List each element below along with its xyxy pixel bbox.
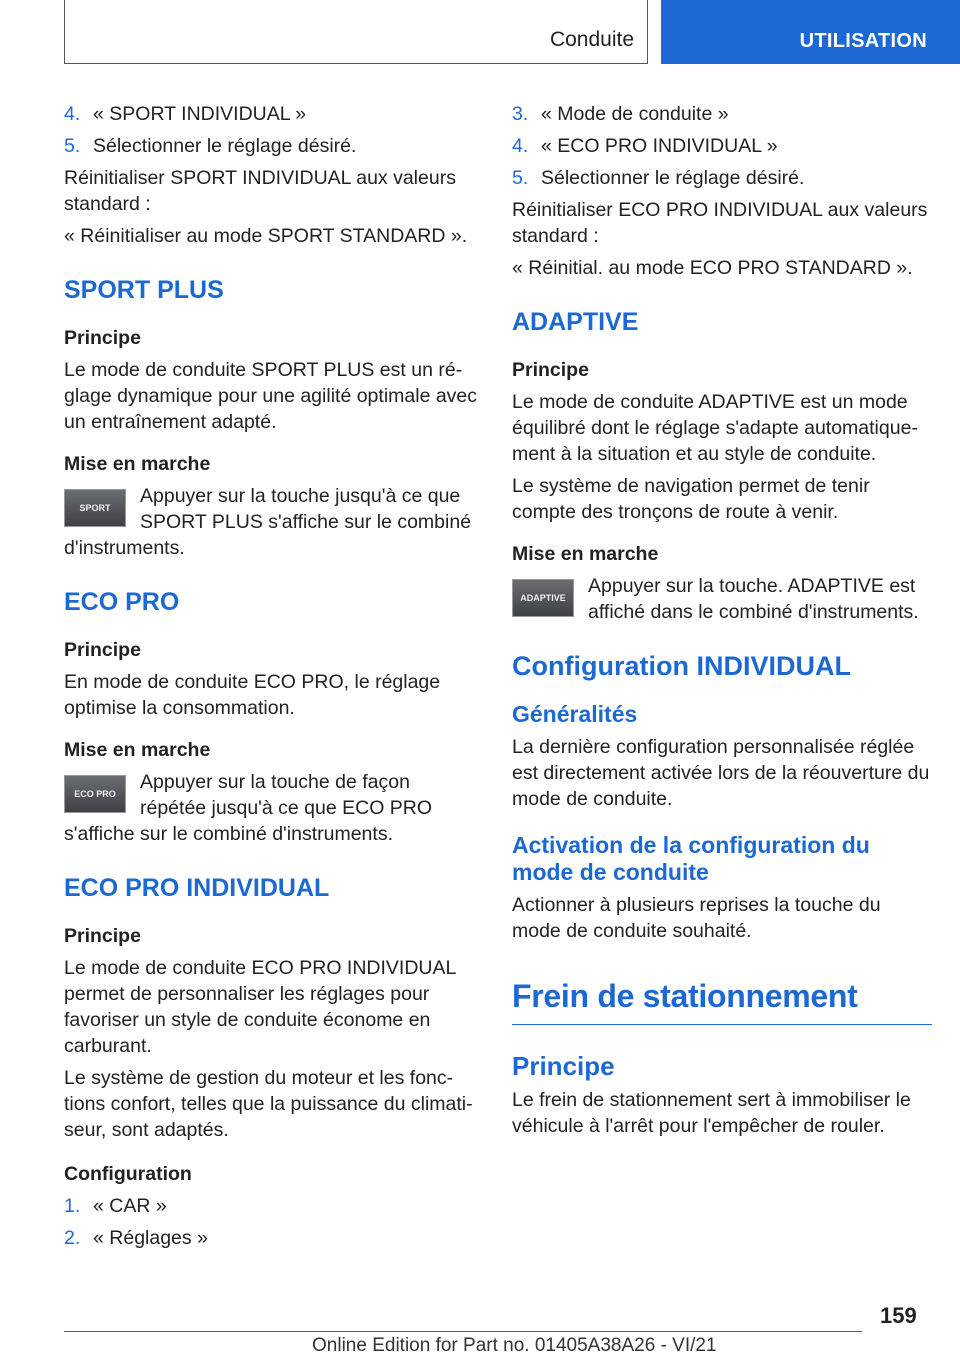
- footer-edition: Online Edition for Part no. 01405A38A26 - VI/21: [312, 1335, 717, 1356]
- step-text: « SPORT INDIVIDUAL »: [93, 103, 307, 125]
- principle-text-2: Le système de navigation permet de tenir compte des tronçons de route à venir.: [512, 475, 870, 523]
- section-title-eco-pro: ECO PRO: [64, 588, 180, 616]
- reset-value: « Réinitialiser au mode SPORT STANDARD ».: [64, 225, 468, 247]
- sport-button-icon: SPORT: [64, 489, 126, 527]
- right-column: [512, 101, 932, 1145]
- list-item: [64, 1193, 478, 1219]
- principle-text-2: Le système de gestion du moteur et les fonctions confort, telles que la puissance du climatiseur, sont adaptés.: [64, 1067, 473, 1141]
- reset-text: Réinitialiser SPORT INDIVIDUAL aux valeurs standard :: [64, 167, 456, 215]
- step-text: Sélectionner le réglage désiré.: [93, 135, 357, 157]
- list-item: [512, 133, 932, 159]
- principle-text: Le mode de conduite SPORT PLUS est un réglage dynamique pour une agilité optimale avec un entraînement adapté.: [64, 359, 478, 433]
- principle-label: Principe: [512, 359, 589, 381]
- principle-label: Principe: [64, 925, 141, 947]
- start-text: Appuyer sur la touche jusqu'à ce que SPORT PLUS s'affiche sur le combiné d'instruments.: [64, 485, 472, 559]
- list-item: [512, 165, 932, 191]
- step-number: 1.: [64, 1195, 81, 1217]
- adaptive-button-icon: ADAPTIVE: [512, 579, 574, 617]
- eco-pro-button-icon: ECO PRO: [64, 775, 126, 813]
- step-number: 2.: [64, 1227, 81, 1249]
- reset-value: « Réinitial. au mode ECO PRO STANDARD ».: [512, 257, 913, 279]
- config-label: Configuration: [64, 1163, 192, 1185]
- section-title-adaptive: ADAPTIVE: [512, 308, 639, 336]
- button-instruction: [64, 769, 478, 847]
- section-title-eco-pro-individual: ECO PRO INDIVIDUAL: [64, 874, 330, 902]
- step-text: « ECO PRO INDIVIDUAL »: [541, 135, 778, 157]
- left-column: [64, 101, 478, 1257]
- general-text: La dernière configuration personnalisée réglée est directement activée lors de la réouverture du mode de conduite.: [512, 736, 930, 810]
- chapter-title-parking-brake: Frein de stationnement: [512, 974, 932, 1025]
- list-item: [512, 101, 932, 127]
- step-number: 5.: [512, 167, 529, 189]
- step-number: 5.: [64, 135, 81, 157]
- principle-label: Principe: [64, 639, 141, 661]
- start-label: Mise en marche: [64, 453, 211, 475]
- start-label: Mise en marche: [512, 543, 659, 565]
- list-item: [64, 101, 478, 127]
- subsection-title-principle: Principe: [512, 1051, 615, 1081]
- header-chapter-title: UTILISATION: [799, 30, 927, 52]
- principle-label: Principe: [64, 327, 141, 349]
- parking-brake-text: Le frein de stationnement sert à immobiliser le véhicule à l'arrêt pour l'empêcher de rouler.: [512, 1089, 911, 1137]
- step-text: « CAR »: [93, 1195, 167, 1217]
- section-title-config-individual: Configuration INDIVIDUAL: [512, 651, 851, 681]
- page-number: 159: [880, 1303, 917, 1328]
- start-label: Mise en marche: [64, 739, 211, 761]
- principle-text: Le mode de conduite ECO PRO INDIVIDUAL permet de personnaliser les réglages pour favoriser un style de conduite économe en carburant.: [64, 957, 456, 1057]
- header-section-title: Conduite: [549, 28, 634, 51]
- step-text: « Mode de conduite »: [541, 103, 729, 125]
- header-chapter-box: [661, 0, 960, 64]
- footer-divider: [64, 1331, 862, 1332]
- button-instruction: [64, 483, 478, 561]
- section-title-sport-plus: SPORT PLUS: [64, 276, 224, 304]
- button-instruction: [512, 573, 932, 625]
- list-item: [64, 1225, 478, 1251]
- principle-text: Le mode de conduite ADAPTIVE est un mode équilibré dont le réglage s'adapte automatiquement à la situation et au style de conduite.: [512, 391, 918, 465]
- list-item: [64, 133, 478, 159]
- step-number: 4.: [64, 103, 81, 125]
- step-number: 3.: [512, 103, 529, 125]
- step-text: « Réglages »: [93, 1227, 208, 1249]
- activation-text: Actionner à plusieurs reprises la touche du mode de conduite souhaité.: [512, 894, 881, 942]
- start-text: Appuyer sur la touche. ADAPTIVE est affiché dans le combiné d'instruments.: [588, 575, 919, 623]
- subsection-title-activation: Activation de la configuration du mode de conduite: [512, 832, 870, 885]
- step-number: 4.: [512, 135, 529, 157]
- start-text: Appuyer sur la touche de façon répétée jusqu'à ce que ECO PRO s'affiche sur le combiné d'instruments.: [64, 771, 433, 845]
- principle-text: En mode de conduite ECO PRO, le réglage optimise la consommation.: [64, 671, 441, 719]
- reset-text: Réinitialiser ECO PRO INDIVIDUAL aux valeurs standard :: [512, 199, 928, 247]
- subsection-title-general: Généralités: [512, 701, 638, 727]
- step-text: Sélectionner le réglage désiré.: [541, 167, 805, 189]
